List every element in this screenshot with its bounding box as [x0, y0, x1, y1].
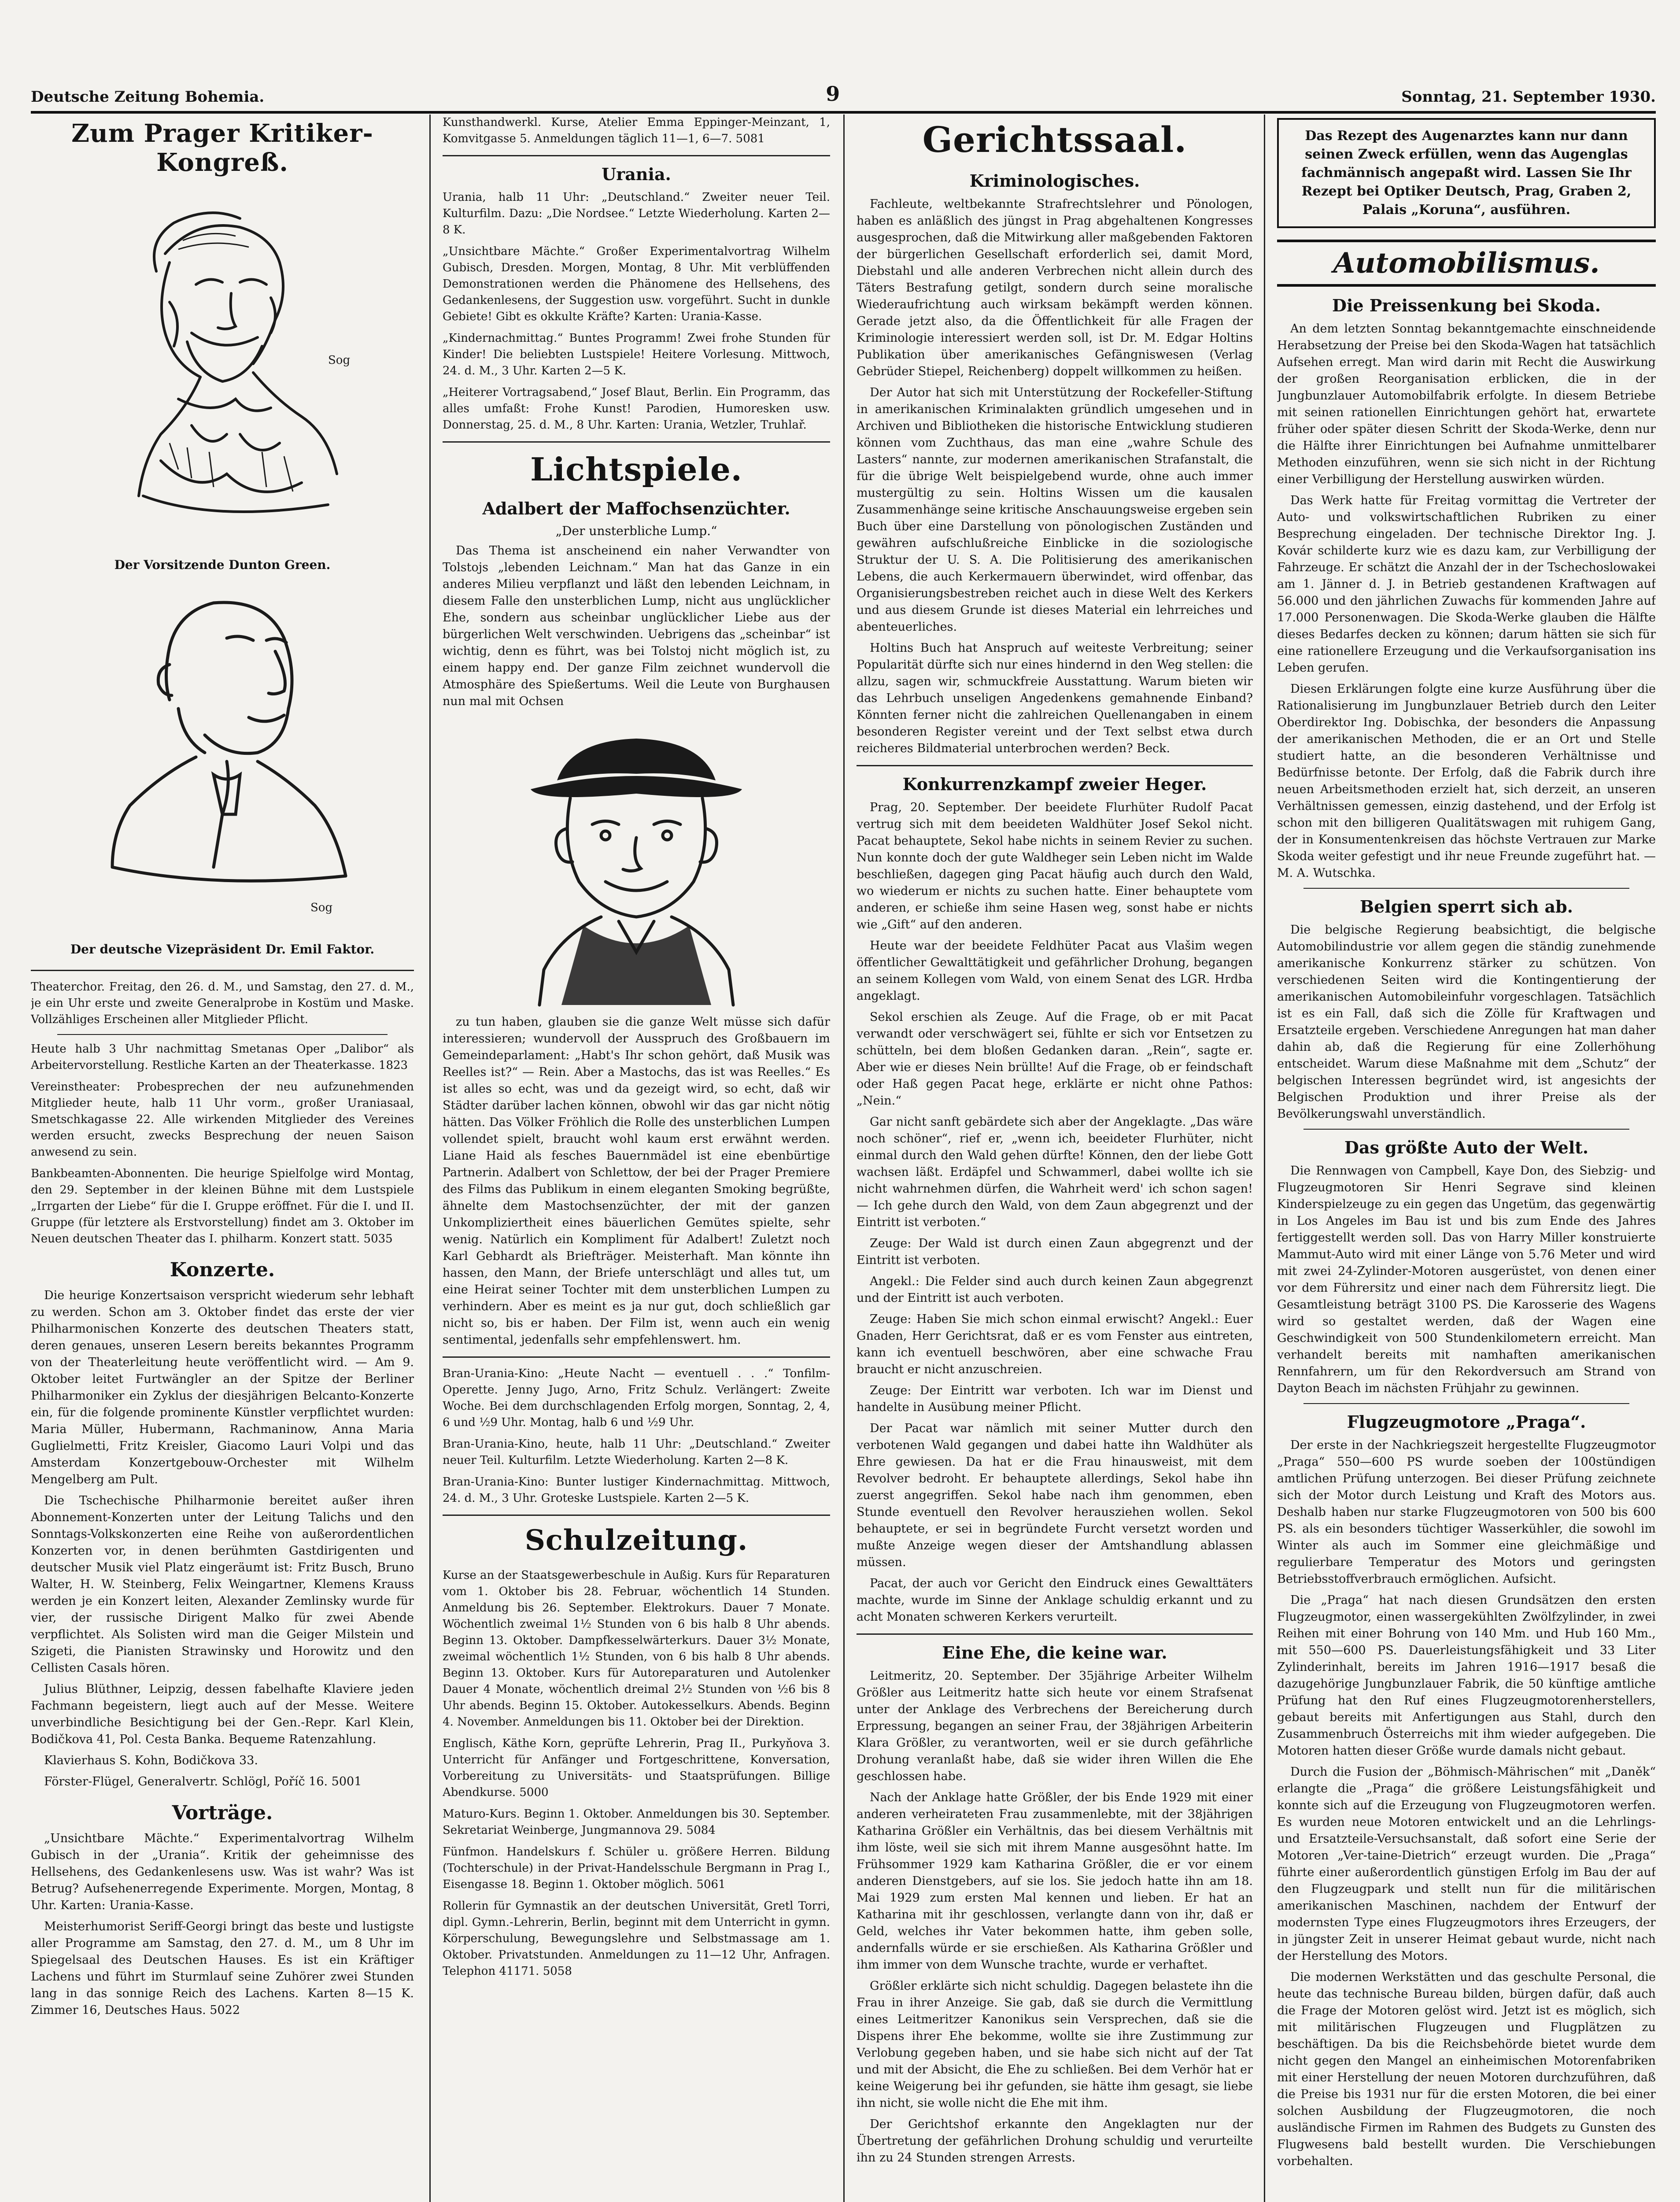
- heading-belgien: Belgien sperrt sich ab.: [1360, 897, 1573, 916]
- column-2: [443, 115, 830, 2202]
- ad-kunsthandwerk: Kunsthandwerkl. Kurse, Atelier Emma Eppinger-Meinzant, 1, Komvitgasse 5. Anmeldungen täglich 11—1, 6—7. 5081: [443, 116, 830, 145]
- portrait-sketch-vicepresident: [81, 585, 363, 938]
- heading-vortraege: Vorträge.: [172, 1802, 273, 1824]
- heading-gerichtssaal: Gerichtssaal.: [922, 119, 1187, 160]
- ad-optiker-deutsch: Das Rezept des Augenarztes kann nur dann seinen Zweck erfüllen, wenn das Augenglas fachmännisch angepaßt wird. Lassen Sie Ihr Rezept bei Optiker Deutsch, Prag, Graben 2, Palais „Koruna“, ausführen.: [1277, 118, 1656, 228]
- issue-date: Sonntag, 21. September 1930.: [1401, 88, 1656, 106]
- svg-text:Sog: Sog: [310, 901, 333, 914]
- heger-paragraph-9: Der Pacat war nämlich mit seiner Mutter durch den verbotenen Wald gegangen und dabei hatte ihn Waldhüter als Ehre gewiesen. Da hat er die Frau hinausweist, mit dem Revolver bedroht. Er behauptete allerdings, Sekol habe ihn zuerst angegriffen. Sekol habe nach ihm genommen, eben Stunde eventuell den Revolver herausziehen wollen. Sekol behauptete, er sei in begründete Furcht versetzt worden und mußte Anzeige wegen dieser der Amtshandlung ablassen müssen.: [857, 1422, 1253, 1569]
- ad-bluethner: Julius Blüthner, Leipzig, dessen fabelhafte Klaviere jeden Fachmann begeistern, liegt auch auf der Messe. Weitere unverbindliche Besichtigung bei der Gen.-Repr. Karl Klein, Bodičkova 41, Pol. Cesta Banka. Bequeme Ratenzahlung.: [31, 1682, 414, 1746]
- flug-paragraph-2: Die „Praga“ hat nach diesen Grundsätzen den ersten Flugzeugmotor, einen wassergekühlten Zwölfzylinder, in zwei Reihen mit einer Bohrung von 140 Mm. und Hub 160 Mm., mit 550—600 PS. Dauerleistungsfähigkeit und 33 Liter Zylinderinhalt, bereits im Jahren 1916—1917 besaß die dazugehörige Jungbunzlauer Fabrik, die 50 künftige amtliche Prüfung hat den Ruf eines Flugzeugmotorenherstellers, gebaut bereits mit Anfertigungen aus Stahl, durch den Zusammenbruch Österreichs mit ihm wieder aufgegeben. Die Motoren hatten dieser Größe wurde damals nicht gebaut.: [1277, 1593, 1656, 1758]
- ehe-paragraph-1: Leitmeritz, 20. September. Der 35jährige Arbeiter Wilhelm Größler aus Leitmeritz hatte sich heute vor einem Strafsenat unter der Anklage des Verbrechens der Bereicherung durch Erpressung, begangen an seiner Frau, der 38jährigen Arbeiterin Klara Größler, zu verantworten, weil er sie durch gefährliche Drohung veranlaßt habe, daß sie wider ihren Willen die Ehe geschlossen habe.: [857, 1669, 1253, 1783]
- urania-item-4: „Heiterer Vortragsabend,“ Josef Blaut, Berlin. Ein Programm, das alles umfaßt: Frohe Kunst! Parodien, Humoresken usw. Donnerstag, 25. d. M., 8 Uhr. Karten: Urania, Wetzler, Truhlař.: [443, 386, 830, 432]
- krim-paragraph-2: Der Autor hat sich mit Unterstützung der Rockefeller-Stiftung in amerikanischen Kriminalakten gründlich umgesehen und in Archiven und Bibliotheken die historische Entwicklung studieren können vom Zuchthaus, das man eine „wahre Schule des Lasters“ nannte, zur modernen amerikanischen Strafanstalt, die für die übrige Welt beispielgebend wurde, ohne auch immer mustergültig zu sein. Holtins Wissen um die kausalen Zusammenhänge seine kritische Anschauungsweise ergeben sein Buch über eine Darstellung von pönologischen Zuständen und gewähren aufschlußreiche Einblicke in die soziologische Struktur der U. S. A. Die Politisierung des amerikanischen Lebens, die auch Kerkermauern überwindet, wird offenbar, das Organisierungsbestreben reichet auch in diese Welt des Kerkers und aus diesem Grunde ist dieses Material ein lehrreiches und abenteuerliches.: [857, 386, 1253, 634]
- divider: [857, 765, 1253, 766]
- urania-item-1: Urania, halb 11 Uhr: „Deutschland.“ Zweiter neuer Teil. Kulturfilm. Dazu: „Die Nordsee.“ Letzte Wiederholung. Karten 2—8 K.: [443, 191, 830, 236]
- article-vereinstheater: Vereinstheater: Probesprechen der neu aufzunehmenden Mitglieder heute, halb 11 Uhr vorm., großer Uraniasaal, Smetschkagasse 22. Alle wirkenden Mitglieder des Vereines werden ersucht, zwecks Besprechung der neuen Saison anwesend zu sein.: [31, 1080, 414, 1159]
- masthead: [31, 66, 1656, 114]
- skoda-paragraph-1: An dem letzten Sonntag bekanntgemachte einschneidende Herabsetzung der Preise bei den Skoda-Wagen hat tatsächlich Aufsehen erregt. Man wird darin mit Recht die Auswirkung der großen Reorganisation erblicken, die in der Jungbunzlauer Automobilfabrik erfolgte. In diesem Betriebe mit seinen rationellen Einrichtungen gehört hat, erwartete früher oder später diesen Schritt der Skoda-Werke, denn nur die Hälfte ihrer Einrichtungen bei Aufnahme unmittelbarer Methoden einzuführen, wenn sie sich nicht in der Richtung einer Verbilligung der Herstellung auswirken würden.: [1277, 322, 1656, 486]
- kino-item-3: Bran-Urania-Kino: Bunter lustiger Kindernachmittag. Mittwoch, 24. d. M., 3 Uhr. Groteske Lustspiele. Karten 2—5 K.: [443, 1475, 830, 1505]
- skoda-paragraph-3: Diesen Erklärungen folgte eine kurze Ausführung über die Rationalisierung im Jungbunzlauer Betrieb durch den Leiter Oberdirektor Ing. Dobischka, der besonders die Anpassung der amerikanischen Methoden, die er an Ort und Stelle studiert hatte, an die besonderen Verhältnisse und Bedürfnisse betonte. Der Erfolg, daß die Fabrik durch ihre neuen Arbeitsmethoden erzielt hat, sich derzeit, an unseren Verhältnissen gemessen, einzig dastehend, und der Erfolg ist schon mit den billigeren Qualitätswagen mit ruhigem Gang, der in Konsumentenkreisen das höchste Vertrauen zur Marke Skoda weiter gefestigt und ihr neue Freunde zugeführt hat. — M. A. Wutschka.: [1277, 682, 1656, 880]
- article-unsichtbare-maechte: „Unsichtbare Mächte.“ Experimentalvortrag Wilhelm Gubisch in der „Urania“. Kritik der geheimnisse des Hellsehens, des Gedankenlesens usw. Was ist wahr? Was ist Betrug? Aufsehenerregende Experimente. Morgen, Montag, 8 Uhr. Karten: Urania-Kasse.: [31, 1832, 414, 1912]
- divider: [443, 1515, 830, 1516]
- skoda-paragraph-2: Das Werk hatte für Freitag vormittag die Vertreter der Auto- und volkswirtschaftlichen Rubriken zu einer Besprechung eingeladen. Der technische Direktor Ing. J. Kovár schilderte kurz wie es dazu kam, zur Verbilligung der Fahrzeuge. Er schätzt die Anzahl der in der Tschechoslowakei am 1. Jänner d. J. in Betrieb gestandenen Kraftwagen auf 56.000 und den jährlichen Zuwachs für kommenden Jahre auf 17.000 Personenwagen. Die Skoda-Werke glauben die Hälfte dieses Bedarfes decken zu können; darum hätten sie sich für eine rationellere Erzeugung und die Verkaufsorganisation ins Leben gerufen.: [1277, 494, 1656, 675]
- heger-paragraph-1: Prag, 20. September. Der beeidete Flurhüter Rudolf Pacat vertrug sich mit dem beeideten Waldhüter Josef Sekol nicht. Pacat behauptete, Sekol habe nichts in seinem Revier zu suchen. Nun konnte doch der gute Waldheger sein Leben nicht im Walde beschließen, dagegen ging Pacat häufig auch durch den Wald, wo wiederum er nichts zu suchen hatte. Einer behauptete vom anderen, er schieße ihm seine Hasen weg, sonst habe er nichts wie „Gift“ auf den anderen.: [857, 801, 1253, 931]
- caption-chairman: Der Vorsitzende Dunton Green.: [114, 558, 331, 572]
- heger-paragraph-6: Angekl.: Die Felder sind auch durch keinen Zaun abgegrenzt und der Eintritt ist auch verboten.: [857, 1275, 1253, 1305]
- column-rule: [429, 115, 431, 2202]
- heger-paragraph-7: Zeuge: Haben Sie mich schon einmal erwischt? Angekl.: Euer Gnaden, Herr Gerichtsrat, daß er es vom Fenster aus eintreten, kann ich eventuell beschwören, aber eine schwache Frau braucht er nicht anzuschreien.: [857, 1312, 1253, 1376]
- column-rule: [843, 115, 845, 2202]
- divider: [57, 1034, 388, 1035]
- column-1: [31, 115, 414, 2202]
- article-theaterchor: Theaterchor. Freitag, den 26. d. M., und Samstag, den 27. d. M., je ein Uhr erste und zweite Generalprobe in Kostüm und Maske. Vollzähliges Erscheinen aller Mitglieder Pflicht.: [31, 980, 414, 1026]
- film-review-part-2: zu tun haben, glauben sie die ganze Welt müsse sich dafür interessieren; wundervoll der Ausspruch des Großbauern im Gemeindeparlament: „Habt's Ihr schon gehört, daß Musik was Reelles ist?“ — Rein. Aber a Mastochs, das ist was Reelles.“ Es ist alles so echt, was und da gezeigt wird, so echt, daß wir Städter darüber lachen können, obwohl wir das gar nicht nötig hätten. Das Völker Fröhlich die Rolle des unsterblichen Lumpen vollendet spielt, braucht wohl kaum erst erwähnt werden. Liane Haid als fesches Bauernmädel ist eine ebenbürtige Partnerin. Adalbert von Schlettow, der bei der Prager Premiere des Films das Publikum in einem eleganten Smoking begrüßte, ähnelte dem Mastochsenzüchter, der mit der ganzen Unkompliziertheit eines bäuerlichen Gemütes spielte, sehr wenig. Natürlich ein Kompliment für Adalbert! Zuletzt noch Karl Gebhardt als Briefträger. Meisterhaft. Man könnte ihn hassen, den Mann, der Briefe unterschlägt und alles tut, um eine Heirat seiner Tochter mit dem unsterblichen Lumpen zu verhindern. Aber es meint es ja nur gut, doch schließlich gar nicht so, bis er haben. Der Film ist, wenn auch ein wenig sentimental, jedenfalls sehr empfehlenswert. hm.: [443, 1015, 830, 1347]
- flug-paragraph-1: Der erste in der Nachkriegszeit hergestellte Flugzeugmotor „Praga“ 550—600 PS wurde soeben der 100stündigen amtlichen Prüfung unterzogen. Bei dieser Prüfung zeichnete sich der Motor durch Leistung und Kraft des Motors aus. Deshalb haben nur starke Flugzeugmotoren von 500 bis 600 PS. als ein besonders tüchtiger Wasserkühler, die sowohl im Winter als auch im Sommer eine gleichmäßige und regulierbare Temperatur des Motors und geringsten Betriebsstoffverbrauch ermöglichen. Aufsicht.: [1277, 1438, 1656, 1586]
- caption-vicepresident: Der deutsche Vizepräsident Dr. Emil Faktor.: [70, 942, 375, 957]
- article-tschech-philharmonie: Die Tschechische Philharmonie bereitet außer ihren Abonnement-Konzerten unter der Leitung Talichs und den Sonntags-Volkskonzerten eine Reihe von außerordentlichen Konzerten vor, in denen berühmten Gastdirigenten und deutscher Musik viel Platz eingeräumt ist: Fritz Busch, Bruno Walter, H. W. Steinberg, Felix Weingartner, Klemens Krauss werden je ein Konzert leiten, Alexander Zemlinsky wurde für vier, der russische Dirigent Malko für zwei Abende verpflichtet. Als Solisten wird man die Geiger Milstein und Szigeti, die Pianisten Strawinsky und Horowitz und den Cellisten Casals hören.: [31, 1494, 414, 1675]
- heading-kriminologisches: Kriminologisches.: [969, 171, 1140, 191]
- kino-item-2: Bran-Urania-Kino, heute, halb 11 Uhr: „Deutschland.“ Zweiter neuer Teil. Kulturfilm. Letzte Wiederholung. Karten 2—8 K.: [443, 1437, 830, 1467]
- ehe-paragraph-3: Größler erklärte sich nicht schuldig. Dagegen belastete ihn die Frau in ihrer Anzeige. Sie gab, daß sie durch die Vermittlung eines Leitmeritzer Kanonikus sein Versprechen, daß sie die Dispens ihrer Ehe bekomme, wollte sie ihre Zustimmung zur Verlobung gegeben haben, und sie habe sich nicht auf der Tat und mit der Absicht, die Ehe zu schließen. Bei dem Verhör hat er keine Weigerung bei ihr gefunden, sie hätte ihm gesagt, sie liebe ihn nicht, sie wolle nicht die Ehe mit ihm.: [857, 1979, 1253, 2110]
- critic-congress-title: Zum Prager Kritiker-Kongreß.: [71, 119, 373, 177]
- column-4: [1277, 115, 1656, 2202]
- heger-paragraph-10: Pacat, der auch vor Gericht den Eindruck eines Gewalttäters machte, wurde im Sinne der Anklage schuldig erkannt und zu acht Monaten schweren Kerkers verurteilt.: [857, 1577, 1253, 1624]
- ad-kohn: Klavierhaus S. Kohn, Bodičkova 33.: [44, 1754, 258, 1767]
- film-title: Adalbert der Maffochsenzüchter.: [482, 499, 790, 518]
- heading-lichtspiele: Lichtspiele.: [530, 451, 742, 488]
- schul-item-2: Englisch, Käthe Korn, geprüfte Lehrerin, Prag II., Purkyňova 3. Unterricht für Anfänger und Fortgeschrittene, Konversation, Vorbereitung zu Universitäts- und Staatsprüfungen. Billige Abendkurse. 5000: [443, 1737, 830, 1799]
- belgien-paragraph: Die belgische Regierung beabsichtigt, die belgische Automobilindustrie vor allem gegen die ständig zunehmende amerikanische Konkurrenz stärker zu schützen. Von verschiedenen Seiten wird die Kontingentierung der amerikanischen Automobileinfuhr vorgeschlagen. Tatsächlich ist es ein Fall, daß sich die Zölle für Kraftwagen und Ersatzteile ergeben. Verschiedene Anregungen hat man daher dahin ab, daß die Regierung für eine Zollerhöhung entscheidet. Warum diese Maßnahme mit dem „Schutz“ der belgischen Interessen begründet wird, ist angesichts der Belgischen Produktion und ihrer Preise als der Bevölkerungswahl unverständlich.: [1277, 923, 1656, 1121]
- divider: [1303, 1129, 1629, 1130]
- paper-name: Deutsche Zeitung Bohemia.: [31, 88, 265, 106]
- heading-heger: Konkurrenzkampf zweier Heger.: [902, 774, 1207, 794]
- heading-automobilismus: Automobilismus.: [1277, 240, 1656, 287]
- heger-paragraph-3: Sekol erschien als Zeuge. Auf die Frage, ob er mit Pacat verwandt oder verschwägert sei, fühlte er sich vor Entsetzen zu schütteln, bei dem bloßen Gedanken daran. „Rein“, sagte er. Aber wie er dieses Nein brüllte! Auf die Frage, ob er feindschaft oder Haß gegen Pacat hege, erklärte er nicht ohne Pathos: „Nein.“: [857, 1010, 1253, 1108]
- schul-item-3: Maturo-Kurs. Beginn 1. Oktober. Anmeldungen bis 30. September. Sekretariat Weinberge, Jungmannova 29. 5084: [443, 1807, 830, 1837]
- ehe-paragraph-2: Nach der Anklage hatte Größler, der bis Ende 1929 mit einer anderen verheirateten Frau zusammenlebte, mit der 38jährigen Katharina Größler ein Verhältnis, das bei diesem Verhältnis mit ihm löste, weil sie sich mit ihrem Manne ausgesöhnt hatte. Im Frühsommer 1929 kam Katharina Größler, die er vor einem anderen Dienstgebers, auf sie los. Sie jedoch hatte ihn am 18. Mai 1929 zum ersten Mal kennen und lieben. Er hat an Katharina mit ihr geschlossen, verlangte dann von ihr, daß er Geld, welches ihr Vater bekommen hatte, ihm geben solle, andernfalls würde er sie erschießen. Als Katharina Größler und ihm immer von dem Wunsche trachte, wurde er verhaftet.: [857, 1791, 1253, 1972]
- schul-item-5: Rollerin für Gymnastik an der deutschen Universität, Gretl Torri, dipl. Gymn.-Lehrerin, Berlin, beginnt mit dem Unterricht in gymn. Körperschulung, Bewegungslehre und Selbstmassage am 1. Oktober. Privatstunden. Anmeldungen zu 11—12 Uhr, Anfragen. Telephon 41171. 5058: [443, 1899, 830, 1978]
- heger-paragraph-5: Zeuge: Der Wald ist durch einen Zaun abgegrenzt und der Eintritt ist verboten.: [857, 1237, 1253, 1267]
- krim-paragraph-3: Holtins Buch hat Anspruch auf weiteste Verbreitung; seiner Popularität dürfte sich nur eines hindernd in den Weg stellen: die allzu, sagen wir, schmuckfreie Ausstattung. Warum bieten wir das Lehrbuch unseligen Angedenkens gemahnende Einband? Könnten ferner nicht die zahlreichen Quellenangaben in einem besonderen Register vereint und der Text selbst etwa durch reicheres Bildmaterial unterbrochen werden? Beck.: [857, 641, 1253, 755]
- divider: [31, 970, 414, 971]
- heading-skoda: Die Preissenkung bei Skoda.: [1332, 296, 1601, 315]
- heading-groesste-auto: Das größte Auto der Welt.: [1344, 1138, 1589, 1157]
- divider: [1303, 888, 1629, 889]
- column-3: [857, 115, 1253, 2202]
- divider: [443, 155, 830, 156]
- film-subtitle: „Der unsterbliche Lump.“: [555, 524, 717, 538]
- heger-paragraph-4: Gar nicht sanft gebärdete sich aber der Angeklagte. „Das wäre noch schöner“, rief er, „wenn ich, beeideter Flurhüter, nicht einmal durch den Wald gehen dürfte! Können, den der liebe Gott wachsen läßt. Erdäpfel und Schwammerl, dabei wollte ich sie nicht wahrnehmen dürfen, die Wahrheit werd' ich schon sagen! — Ich gehe durch den Wald, von dem Zaun abgegrenzt und der Eintritt ist verboten.“: [857, 1115, 1253, 1229]
- heger-paragraph-8: Zeuge: Der Eintritt war verboten. Ich war im Dienst und handelte in Ausübung meiner Pflicht.: [857, 1384, 1253, 1414]
- heading-flugzeugmotore: Flugzeugmotore „Praga“.: [1347, 1412, 1586, 1432]
- flug-paragraph-4: Die modernen Werkstätten und das geschulte Personal, die heute das technische Bureau bilden, bürgen dafür, daß auch die Frage der Motoren gelöst wird. Jetzt ist es möglich, sich mit militärischen Flugzeugen und Flugplätzen zu beschäftigen. Da bis die Reichsbehörde bietet wurde dem nicht gegen den Mangel an einheimischen Motorenfabriken mit einer Herstellung der neuen Motoren durchzuführen, daß die Preise bis 1931 nur für die ersten Motoren, die bei einer solchen Ausbildung der Flugzeugmotoren, die noch ausländische Firmen im Rahmen des Budgets zu Gunsten des Flugwesens bald bestellt wurden. Die Verschiebungen vorbehalten.: [1277, 1970, 1656, 2168]
- divider: [857, 1633, 1253, 1635]
- kino-item-1: Bran-Urania-Kino: „Heute Nacht — eventuell . . .“ Tonfilm-Operette. Jenny Jugo, Arno, Fritz Schulz. Verlängert: Zweite Woche. Bei dem durchschlagenden Erfolg morgen, Sonntag, 2, 4, 6 und ½9 Uhr. Montag, halb 6 und ½9 Uhr.: [443, 1367, 830, 1429]
- flug-paragraph-3: Durch die Fusion der „Böhmisch-Mährischen“ mit „Daněk“ erlangte die „Praga“ die größere Leistungsfähigkeit und konnte sich auf die Erzeugung von Flugzeugmotoren werfen. Es wurden neue Motoren entwickelt und an die Lehrlings- und Ersatzteile-Versuchsanstalt, daß sofort eine Serie der Motoren „Ver-taine-Dietrich“ erzeugt wurden. Die „Praga“ führte einer außerordentlich günstigen Erfolg im Bau der auf den Flugzeugpark und stellt nun für die militärischen amerikanischen Maschinen, nachdem der Entwurf der modernsten Type eines Flugzeugmotors ihres Erzeugers, der in jüngster Zeit in unserer Heimat gebaut wurde, nicht nach der Herstellung des Motors.: [1277, 1765, 1656, 1963]
- divider: [1303, 1403, 1629, 1404]
- divider: [443, 441, 830, 443]
- heading-schulzeitung: Schulzeitung.: [524, 1524, 748, 1557]
- schul-item-1: Kurse an der Staatsgewerbeschule in Außig. Kurs für Reparaturen vom 1. Oktober bis 28. Februar, wöchentlich 14 Stunden. Anmeldung bis 26. September. Elektrokurs. Dauer 7 Monate. Wöchentlich zweimal 1½ Stunden von 6 bis halb 8 Uhr abends. Beginn 13. Oktober. Dampfkesselwärterkurs. Dauer 3½ Monate, zweimal wöchentlich 1½ Stunden, von 6 bis halb 8 Uhr abends. Beginn 13. Oktober. Kurs für Autoreparaturen und Autolenker Dauer 4 Monate, wöchentlich dreimal 2½ Stunden von ½6 bis 8 Uhr abends. Beginn 15. Oktober. Autokesselkurs. Abends. Beginn 4. November. Anmeldungen bis 11. Oktober bei der Direktion.: [443, 1569, 830, 1729]
- svg-text:Sog: Sog: [328, 354, 351, 367]
- divider: [443, 1356, 830, 1358]
- ehe-paragraph-4: Der Gerichtshof erkannte den Angeklagten nur der Übertretung der gefährlichen Drohung schuldig und verurteilte ihn zu 24 Stunden strengen Arrests.: [857, 2117, 1253, 2165]
- article-meisterhumorist: Meisterhumorist Seriff-Georgi bringt das beste und lustigste aller Programme am Samstag, den 27. d. M., um 8 Uhr im Spiegelsaal des Deutschen Hauses. Es ist ein Kräftiger Lachens und führt im Sturmlauf seine Zuhörer zwei Stunden lang in das sonnige Reich des Lachens. Karten 8—15 K. Zimmer 16, Deutsches Haus. 5022: [31, 1920, 414, 2017]
- page-number: 9: [826, 82, 840, 106]
- portrait-sketch-actor: [504, 714, 768, 1014]
- heading-urania: Urania.: [602, 164, 671, 184]
- ad-foerster: Förster-Flügel, Generalvertr. Schlögl, Poříč 16. 5001: [44, 1775, 362, 1788]
- article-konzertsaison: Die heurige Konzertsaison verspricht wiederum sehr lebhaft zu werden. Schon am 3. Oktober findet das erste der vier Philharmonischen Konzerte des deutschen Theaters statt, deren genaues, unseren Lesern bereits bekanntes Programm von der Theaterleitung heute veröffentlicht wird. — Am 9. Oktober leitet Furtwängler an der Spitze der Berliner Philharmoniker ein Zyklus der diesjährigen Belcanto-Konzerte ein, für die folgende prominente Künstler verpflichtet wurden: Maria Müller, Hubermann, Rachmaninow, Anna Maria Guglielmetti, Fritz Kreisler, Giacomo Lauri Volpi und das Amsterdam Konzertgebouw-Orchester mit Wilhelm Mengelberg am Pult.: [31, 1289, 414, 1486]
- column-rule: [1264, 115, 1265, 2202]
- schul-item-4: Fünfmon. Handelskurs f. Schüler u. größere Herren. Bildung (Tochterschule) in der Privat-Handelsschule Bergmann in Prag I., Eisengasse 18. Beginn 1. Oktober möglich. 5061: [443, 1845, 830, 1891]
- krim-paragraph-1: Fachleute, weltbekannte Strafrechtslehrer und Pönologen, haben es anläßlich des jüngst in Prag abgehaltenen Kongresses ausgesprochen, daß die Mitwirkung aller maßgebenden Faktoren der bürgerlichen Gesellschaft erforderlich sei, damit Mord, Diebstahl und alle anderen Verbrechen nicht allein durch des Täters Bestrafung getilgt, sondern durch seine moralische Wiederaufrichtung auch wirksam bekämpft werden können. Gerade jetzt also, da die Öffentlichkeit für alle Fragen der Kriminologie interessiert werden soll, ist Dr. M. Edgar Holtins Publikation über amerikanisches Gefängniswesen (Verlag Gebrüder Stiepel, Reichenberg) doppelt willkommen zu heißen.: [857, 197, 1253, 378]
- heading-konzerte: Konzerte.: [170, 1259, 275, 1281]
- portrait-sketch-chairman: [81, 188, 363, 553]
- article-dalibor: Heute halb 3 Uhr nachmittag Smetanas Oper „Dalibor“ als Arbeitervorstellung. Restliche Karten an der Theaterkasse. 1823: [31, 1042, 414, 1072]
- urania-item-3: „Kindernachmittag.“ Buntes Programm! Zwei frohe Stunden für Kinder! Die beliebten Lustspiele! Heitere Vorlesung. Mittwoch, 24. d. M., 3 Uhr. Karten 2—5 K.: [443, 332, 830, 377]
- article-bankbeamten: Bankbeamten-Abonnenten. Die heurige Spielfolge wird Montag, den 29. September in der kleinen Bühne mit dem Lustspiele „Irrgarten der Liebe“ für die I. Gruppe eröffnet. Für die I. und II. Gruppe (für letztere als Erstvorstellung) findet am 3. Oktober im Neuen deutschen Theater das I. philharm. Konzert statt. 5035: [31, 1167, 414, 1245]
- film-review-part-1: Das Thema ist anscheinend ein naher Verwandter von Tolstojs „lebenden Leichnam.“ Man hat das Ganze in ein anderes Milieu verpflanzt und läßt den lebenden Leichnam, in diesem Falle den unsterblichen Lump, nicht aus unglücklicher Ehe, sondern aus scheinbar unglücklicher Liebe aus der bürgerlichen Welt verschwinden. Uebrigens das „scheinbar“ ist wichtig, denn es führt, was bei Tolstoj nicht möglich ist, zu einem happy end. Der ganze Film zeichnet wundervoll die Atmosphäre des Spießertums. Weil die Leute von Burghausen nun mal mit Ochsen: [443, 544, 830, 708]
- urania-item-2: „Unsichtbare Mächte.“ Großer Experimentalvortrag Wilhelm Gubisch, Dresden. Morgen, Montag, 8 Uhr. Mit verblüffenden Demonstrationen werden die Phänomene des Hellsehens, des Gedankenlesens, der Suggestion usw. vorgeführt. Sucht in dunkle Gebiete! Gibt es okkulte Kräfte? Karten: Urania-Kasse.: [443, 245, 830, 323]
- heading-ehe: Eine Ehe, die keine war.: [942, 1643, 1167, 1663]
- groesste-auto-paragraph: Die Rennwagen von Campbell, Kaye Don, des Siebzig- und Flugzeugmotoren Sir Henri Segrave sind kleinen Kinderspielzeuge zu ein gegen das Ungetüm, das gegenwärtig in Los Angeles im Bau ist und bis zum Ende des Jahres fertiggestellt werden soll. Das von Harry Miller konstruierte Mammut-Auto wird mit einer Länge von 5.76 Meter und wird mit zwei 24-Zylinder-Motoren ausgerüstet, von denen einer vor dem Führersitz und einer nach dem Führersitz liegt. Die Gesamtleistung beträgt 3100 PS. Die Karosserie des Wagens wird so gestaltet werden, daß der Wagen eine Geschwindigkeit von 500 Stundenkilometern erreicht. Man verhandelt bereits mit namhaften amerikanischen Rennfahrern, um für den Rekordversuch am Strand von Dayton Beach im nächsten Frühjahr zu gewinnen.: [1277, 1164, 1656, 1395]
- heger-paragraph-2: Heute war der beeidete Feldhüter Pacat aus Vlašim wegen öffentlicher Gewalttätigkeit und gefährlicher Drohung, begangen an seinem Kollegen vom Wald, von einem Senat des LGR. Hrdba angeklagt.: [857, 939, 1253, 1003]
